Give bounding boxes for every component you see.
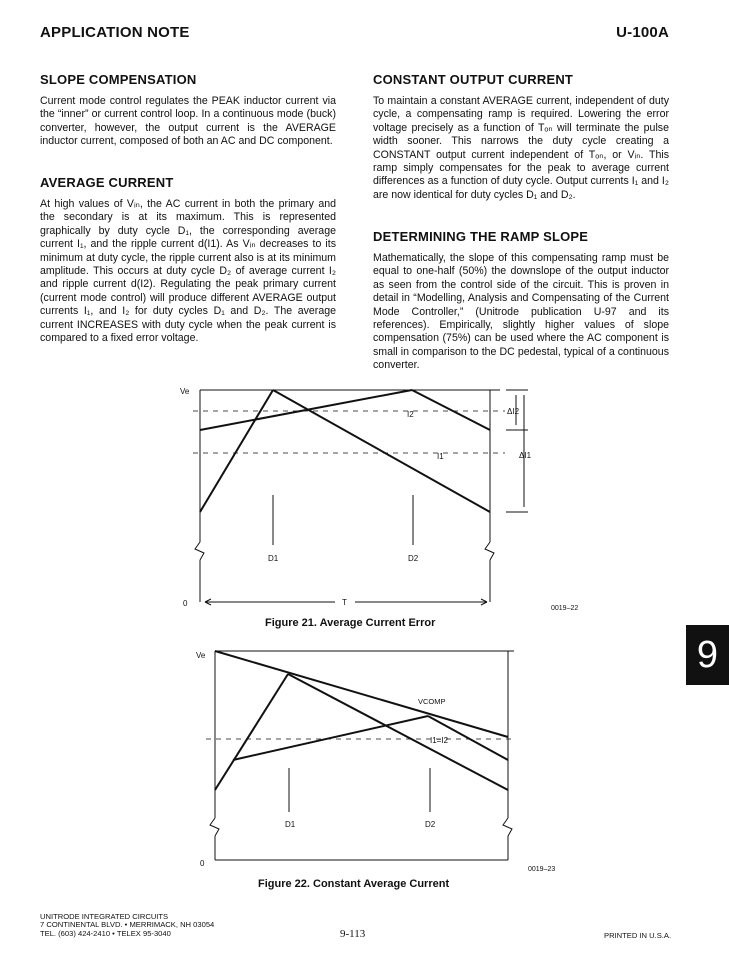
fig21-label-ve: Ve <box>180 387 190 396</box>
footer-company: UNITRODE INTEGRATED CIRCUITS <box>40 912 169 921</box>
fig22-label-zero: 0 <box>200 859 205 868</box>
footer-tel: TEL. (603) 424-2410 • TELEX 95-3040 <box>40 928 171 938</box>
fig21-label-delta-i1: ΔI1 <box>519 451 532 460</box>
fig22-right-break <box>503 818 512 836</box>
fig22-label-vcomp: VCOMP <box>418 697 446 706</box>
fig21-label-zero: 0 <box>183 599 188 608</box>
fig21-label-t: T <box>342 598 347 607</box>
fig22-vcomp-ramp <box>215 651 508 737</box>
paragraph-slope-compensation: Current mode control regulates the PEAK inductor current via the “inner” or current control loop. In a continuous mode (buck) converter, however, the output current is the AVERAGE inductor current, composed of both an AC and DC component. <box>40 95 336 148</box>
fig21-label-d2: D2 <box>408 554 419 563</box>
fig22-d1-upslope <box>215 674 288 790</box>
fig22-label-d2: D2 <box>425 820 436 829</box>
footer-printed: PRINTED IN U.S.A. <box>604 931 672 940</box>
fig22-label-d1: D1 <box>285 820 296 829</box>
figure-21-code: 0019–22 <box>551 605 579 612</box>
chapter-tab: 9 <box>686 625 729 685</box>
section-title-average-current: AVERAGE CURRENT <box>40 175 174 190</box>
figure-22-caption: Figure 22. Constant Average Current <box>258 878 450 890</box>
fig22-left-break <box>210 818 219 836</box>
fig21-label-i1: I1 <box>437 452 444 461</box>
page-number: 9-113 <box>340 928 366 940</box>
fig21-label-d1: D1 <box>268 554 279 563</box>
header-left: APPLICATION NOTE <box>40 24 190 41</box>
footer-address: 7 CONTINENTAL BLVD. • MERRIMACK, NH 03054 <box>40 920 215 930</box>
section-title-slope-compensation: SLOPE COMPENSATION <box>40 72 197 87</box>
figure-22-code: 0019–23 <box>528 866 556 873</box>
paragraph-constant-output-current: To maintain a constant AVERAGE current, independent of duty cycle, a compensating ramp is required. Lowering the error voltage precisely as a function of Tₒₙ will terminate the pulse width sooner. This narrows the duty cycle creating a CONSTANT output current independent of Tₒₙ, or Vᵢₙ. This ramp simply compensates for the peak to average current differences as a function of duty cycle. Output currents I₁ and I₂ are now identical for duty cycles D₁ and D₂. <box>373 95 669 201</box>
paragraph-average-current: At high values of Vᵢₙ, the AC current in both the primary and the secondary is at its maximum. This is represented graphically by duty cycle D₁, the corresponding average current I₁, and the ripple current d(I1). As Vᵢₙ decreases to its minimum at duty cycle, the ripple current also is at its minimum amplitude. This occurs at duty cycle D₂ of average current I₂ and ripple current d(I2). Regulating the peak primary current (current mode control) will produce different AVERAGE output currents I₁, and I₂ for duty cycles D₁ and D₂. The average current INCREASES with duty cycle when the peak current is compared to a fixed error voltage. <box>40 198 336 345</box>
fig22-d2-upslope <box>233 716 428 760</box>
fig22-label-i1i2: I1=I2 <box>430 736 449 745</box>
fig22-label-ve: Ve <box>196 651 206 660</box>
section-title-determining-ramp-slope: DETERMINING THE RAMP SLOPE <box>373 229 589 244</box>
header-right: U-100A <box>616 24 669 41</box>
footer-company-block <box>40 913 214 938</box>
fig22-d1-downslope <box>288 674 508 790</box>
fig21-label-delta-i2: ΔI2 <box>507 407 520 416</box>
figure-21-caption: Figure 21. Average Current Error <box>265 617 436 629</box>
paragraph-determining-ramp-slope: Mathematically, the slope of this compensating ramp must be equal to one-half (50%) the downslope of the output inductor as seen from the control side of the circuit. This is proven in detail in “Modelling, Analysis and Compensating of the Current Mode Controller,” (Unitrode publication U-97 and its references). Empirically, slightly higher values of slope compensation (75%) can be used where the AC component is small in comparison to the DC pedestal, typical of a continuous converter. <box>373 252 669 372</box>
fig21-label-i2: I2 <box>407 410 414 419</box>
section-title-constant-output-current: CONSTANT OUTPUT CURRENT <box>373 72 574 87</box>
